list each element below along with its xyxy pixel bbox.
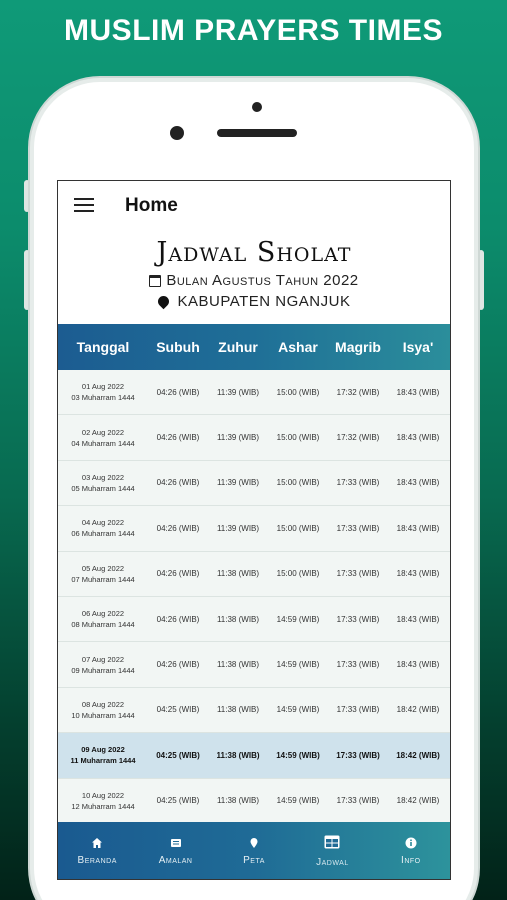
phone-camera [170,126,184,140]
zuhur-time: 11:39 (WIB) [216,478,260,488]
app-bar [58,181,450,231]
date-cell [58,517,148,539]
header-isya: Isya' [402,339,434,355]
gregorian-date: 06 Aug 2022 [81,609,125,619]
promo-banner-title: MUSLIM PRAYERS TIMES [64,14,443,47]
magrib-time: 17:33 (WIB) [336,705,380,715]
zuhur-time: 11:39 (WIB) [216,433,260,443]
subuh-time: 04:26 (WIB) [156,523,200,533]
magrib-time: 17:32 (WIB) [336,387,380,397]
ashar-time: 15:00 (WIB) [276,523,320,533]
isya-time: 18:43 (WIB) [396,569,440,579]
gregorian-date: 09 Aug 2022 [81,745,125,755]
isya-time: 18:43 (WIB) [396,614,440,624]
date-cell [58,790,148,812]
gregorian-date: 05 Aug 2022 [81,563,125,573]
zuhur-time: 11:39 (WIB) [216,387,260,397]
nav-item-label: Beranda [77,854,117,866]
schedule-table[interactable] [58,370,450,824]
location-line [58,293,450,310]
period-text: Bulan Agustus Tahun 2022 [166,272,359,289]
date-cell [58,381,148,403]
subuh-time: 04:26 (WIB) [156,569,200,579]
isya-time: 18:42 (WIB) [396,705,440,715]
gregorian-date: 01 Aug 2022 [81,382,125,392]
subuh-time: 04:26 (WIB) [156,433,200,443]
gregorian-date: 10 Aug 2022 [81,790,125,800]
gregorian-date: 07 Aug 2022 [81,654,125,664]
table-row[interactable] [58,506,450,551]
gregorian-date: 08 Aug 2022 [81,699,125,709]
isya-time: 18:43 (WIB) [396,433,440,443]
magrib-time: 17:33 (WIB) [336,796,380,806]
table-row[interactable] [58,461,450,506]
subuh-time: 04:26 (WIB) [156,660,200,670]
hijri-date: 04 Muharram 1444 [71,438,135,448]
header-tanggal: Tanggal [76,339,130,355]
subuh-time: 04:26 (WIB) [156,614,200,624]
nav-item-info[interactable] [372,822,450,880]
table-row[interactable] [58,733,450,778]
zuhur-time: 11:38 (WIB) [216,660,260,670]
hijri-date: 07 Muharram 1444 [71,574,135,584]
zuhur-time: 11:39 (WIB) [216,523,260,533]
info-icon [405,837,417,855]
ashar-time: 14:59 (WIB) [276,750,320,760]
book-icon [170,837,182,855]
date-cell [58,654,148,676]
table-row[interactable] [58,597,450,642]
magrib-time: 17:33 (WIB) [336,523,380,533]
subuh-time: 04:26 (WIB) [156,387,200,397]
period-line [58,272,450,289]
hijri-date: 10 Muharram 1444 [71,710,135,720]
isya-time: 18:42 (WIB) [396,796,440,806]
isya-time: 18:43 (WIB) [396,387,440,397]
hijri-date: 11 Muharram 1444 [70,756,136,766]
date-cell [58,744,148,766]
nav-item-peta[interactable] [215,822,293,880]
nav-item-label: Jadwal [316,856,349,868]
ashar-time: 15:00 (WIB) [276,478,320,488]
magrib-time: 17:33 (WIB) [336,478,380,488]
ashar-time: 15:00 (WIB) [276,433,320,443]
ashar-time: 15:00 (WIB) [276,569,320,579]
table-row[interactable] [58,552,450,597]
zuhur-time: 11:38 (WIB) [216,569,260,579]
date-cell [58,699,148,721]
bottom-navigation [58,822,450,880]
phone-side-button-right [478,250,484,310]
table-row[interactable] [58,779,450,824]
gregorian-date: 03 Aug 2022 [81,472,125,482]
zuhur-time: 11:38 (WIB) [216,705,260,715]
app-bar-title: Home [125,195,178,216]
zuhur-time: 11:38 (WIB) [216,750,260,760]
calendar-icon [149,275,161,287]
nav-item-beranda[interactable] [58,822,136,880]
ashar-time: 15:00 (WIB) [276,387,320,397]
date-cell [58,563,148,585]
date-cell [58,472,148,494]
gregorian-date: 02 Aug 2022 [81,427,125,437]
zuhur-time: 11:38 (WIB) [216,796,260,806]
header-subuh: Subuh [156,339,200,355]
nav-item-jadwal[interactable] [293,822,371,880]
table-row[interactable] [58,370,450,415]
ashar-time: 14:59 (WIB) [276,660,320,670]
map-pin-icon [155,294,171,310]
date-cell [58,427,148,449]
header-magrib: Magrib [335,339,381,355]
subuh-time: 04:25 (WIB) [156,750,200,760]
table-row[interactable] [58,415,450,460]
subuh-time: 04:26 (WIB) [156,478,200,488]
nav-item-label: Amalan [158,854,193,866]
table-header [58,324,450,370]
schedule-heading [58,237,450,310]
phone-sensor [252,102,262,112]
magrib-time: 17:33 (WIB) [336,660,380,670]
isya-time: 18:43 (WIB) [396,478,440,488]
hijri-date: 06 Muharram 1444 [71,529,135,539]
ashar-time: 14:59 (WIB) [276,705,320,715]
magrib-time: 17:33 (WIB) [336,569,380,579]
page-title: Jadwal Sholat [156,237,352,268]
hijri-date: 03 Muharram 1444 [71,393,135,403]
nav-item-label: Peta [243,854,265,866]
header-ashar: Ashar [278,339,318,355]
app-screen [57,180,451,880]
isya-time: 18:43 (WIB) [396,660,440,670]
ashar-time: 14:59 (WIB) [276,796,320,806]
subuh-time: 04:25 (WIB) [156,796,200,806]
nav-item-label: Info [401,854,421,866]
table-icon [324,835,340,855]
gregorian-date: 04 Aug 2022 [81,518,125,528]
magrib-time: 17:32 (WIB) [336,433,380,443]
hijri-date: 05 Muharram 1444 [71,483,135,493]
map-pin-icon [248,837,260,855]
hijri-date: 09 Muharram 1444 [71,665,135,675]
table-row[interactable] [58,688,450,733]
isya-time: 18:42 (WIB) [396,750,440,760]
table-row[interactable] [58,642,450,687]
magrib-time: 17:33 (WIB) [336,614,380,624]
location-text: KABUPATEN NGANJUK [177,293,351,310]
zuhur-time: 11:38 (WIB) [216,614,260,624]
phone-speaker [217,129,297,137]
home-icon [91,837,103,855]
magrib-time: 17:33 (WIB) [336,750,380,760]
hijri-date: 08 Muharram 1444 [71,620,135,630]
hijri-date: 12 Muharram 1444 [71,801,135,811]
nav-item-amalan[interactable] [136,822,214,880]
date-cell [58,608,148,630]
ashar-time: 14:59 (WIB) [276,614,320,624]
hamburger-icon[interactable] [74,198,94,212]
header-zuhur: Zuhur [218,339,258,355]
isya-time: 18:43 (WIB) [396,523,440,533]
subuh-time: 04:25 (WIB) [156,705,200,715]
